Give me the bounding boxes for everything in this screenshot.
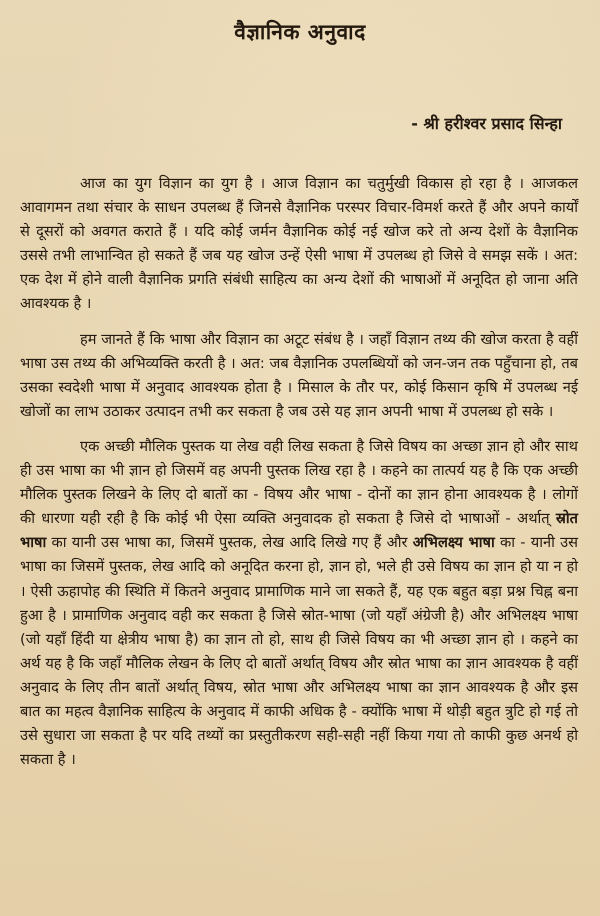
paragraph-3 [20,435,578,772]
term-target-language: अभिलक्ष्य भाषा [412,534,495,552]
page-title: वैज्ञानिक अनुवाद [234,20,366,44]
paragraph-3-text-a: एक अच्छी मौलिक पुस्तक या लेख वही लिख सकता है जिसे विषय का अच्छा ज्ञान हो और साथ ही उस भाषा का भी ज्ञान हो जिसमें वह अपनी पुस्तक लिख रहा है । कहने का तात्पर्य यह है कि एक अच्छी मौलिक पुस्तक लिखने के लिए दो बातों का - विषय और भाषा - दोनों का ज्ञान होना आवश्यक है । लोगों की धारणा यही रही है कि कोई भी ऐसा व्यक्ति अनुवादक हो सकता है जिसे दो भाषाओं - अर्थात् [20,437,578,528]
article-body [20,172,578,783]
paragraph-2: हम जानते हैं कि भाषा और विज्ञान का अटूट संबंध है । जहाँ विज्ञान तथ्य की खोज करता है वहीं भाषा उस तथ्य की अभिव्यक्ति करती है । अत: जब वैज्ञानिक उपलब्धियों को जन-जन तक पहुँचाना हो, तब उसका स्वदेशी भाषा में अनुवाद आवश्यक होता है । मिसाल के तौर पर, कोई किसान कृषि में उपलब्ध नई खोजों का लाभ उठाकर उत्पादन तभी कर सकता है जब उसे यह ज्ञान अपनी भाषा में उपलब्ध हो सके । [20,330,578,420]
paragraph-3-text-c: का - यानी उस भाषा का जिसमें पुस्तक, लेख आदि को अनूदित करना हो, ज्ञान हो, भले ही उसे विषय का ज्ञान हो या न हो । ऐसी ऊहापोह की स्थिति में कितने अनुवाद प्रामाणिक माने जा सकते हैं, यह एक बहुत बड़ा प्रश्न चिह्न बना हुआ है । प्रामाणिक अनुवाद वही कर सकता है जिसे स्रोत-भाषा (जो यहाँ अंग्रेजी है) और अभिलक्ष्य भाषा (जो यहाँ हिंदी या क्षेत्रीय भाषा है) का ज्ञान तो हो, साथ ही जिसे विषय का भी अच्छा ज्ञान हो । कहने का अर्थ यह है कि जहाँ मौलिक लेखन के लिए दो बातों अर्थात् विषय और स्रोत भाषा का ज्ञान आवश्यक है वहीं अनुवाद के लिए तीन बातों अर्थात् विषय, स्रोत भाषा और अभिलक्ष्य भाषा का ज्ञान आवश्यक है और इस बात का महत्व वैज्ञानिक साहित्य के अनुवाद में काफी अधिक है - क्योंकि भाषा में थोड़ी बहुत त्रुटि हो गई तो उसे सुधारा जा सकता है पर यदि तथ्यों का प्रस्तुतीकरण सही-सही नहीं किया गया तो काफी कुछ अनर्थ हो सकता है । [20,534,578,769]
paragraph-3-text-b: का यानी उस भाषा का, जिसमें पुस्तक, लेख आदि लिखे गए हैं और [51,534,408,552]
author-byline: - श्री हरीश्वर प्रसाद सिन्हा [411,114,562,133]
paragraph-1: आज का युग विज्ञान का युग है । आज विज्ञान का चतुर्मुखी विकास हो रहा है । आजकल आवागमन तथा संचार के साधन उपलब्ध हैं जिनसे वैज्ञानिक परस्पर विचार-विमर्श करते हैं और अपने कार्यों से दूसरों को अवगत कराते हैं । यदि कोई जर्मन वैज्ञानिक कोई नई खोज करे तो अन्य देशों के वैज्ञानिक उससे तभी लाभान्वित हो सकते हैं जब यह खोज उन्हें ऐसी भाषा में उपलब्ध हो जिसे वे समझ सकें । अत: एक देश में होने वाली वैज्ञानिक प्रगति संबंधी साहित्य का अन्य देशों की भाषाओं में अनूदित हो जाना अति आवश्यक है । [20,175,578,313]
term-source-language: स्रोत भाषा [20,510,579,552]
